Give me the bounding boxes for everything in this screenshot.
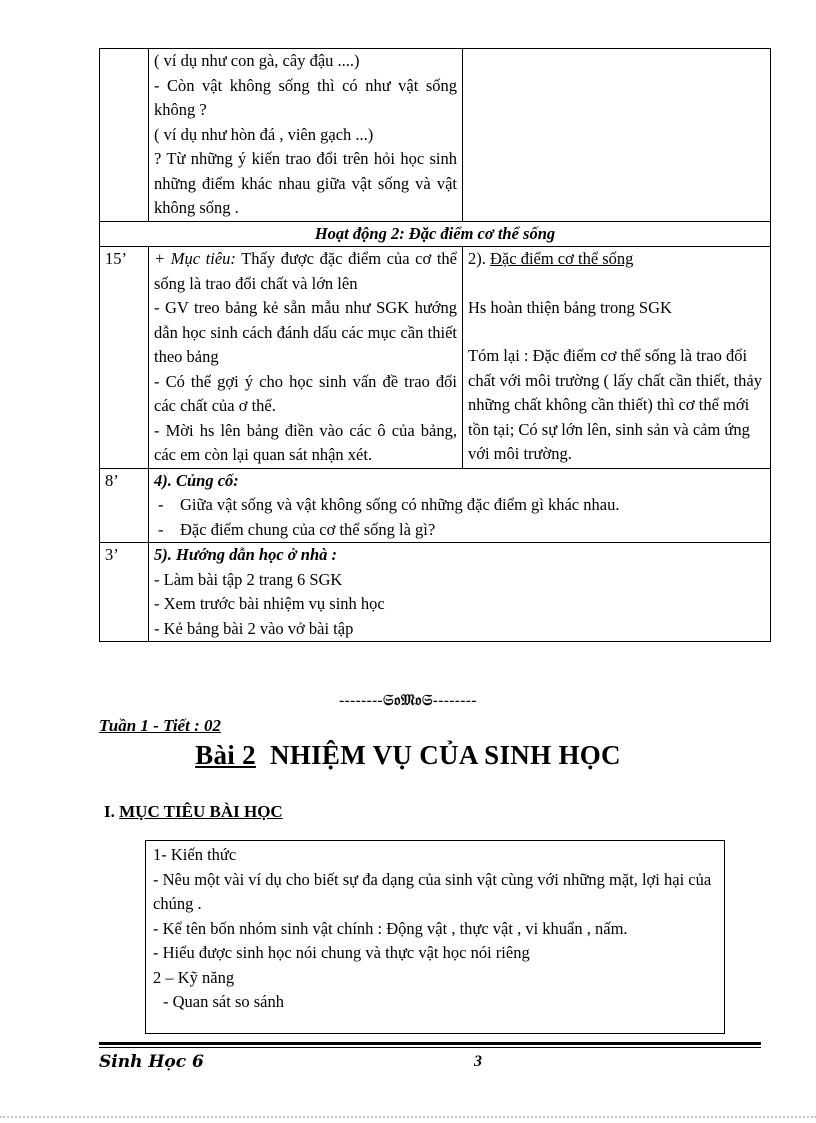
lesson-number: Bài 2 [195,740,256,770]
objective-text: Thấy được đặc điểm của cơ thể sống là trao đổi chất và lớn lên [154,249,457,293]
section-separator: --------𝔖𝔬𝔐𝔬𝔖-------- [339,693,477,709]
content-summary: Tóm lại : Đặc điểm cơ thể sống là trao đổi chất với môi trường ( lấy chất cần thiết, thảy những chất không cần thiết) thì cơ thể mới tồn tại; Có sự lớn lên, sinh sản và cảm ứng với môi trường. [468,346,762,463]
time-cell: 15’ [100,247,149,469]
activity-line: ? Từ những ý kiến trao đổi trên hỏi học sinh những điểm khác nhau giữa vật sống và vật không sống . [154,149,457,217]
footer-subject: Sinh Học 6 [99,1052,204,1072]
activity-line: - Mời hs lên bảng điền vào các ô của bảng, các em còn lại quan sát nhận xét. [154,420,457,464]
content-cell [463,247,771,469]
activity-2-header: Hoạt động 2: Đặc điểm cơ thể sống [100,221,771,247]
activity-line: - Có thể gợi ý cho học sinh vấn đề trao đổi các chất của ơ thể. [154,371,457,415]
time-cell: 3’ [100,543,149,642]
footer-rule [99,1047,761,1048]
lesson-title: NHIỆM VỤ CỦA SINH HỌC [270,740,621,770]
activity-line: - GV treo bảng kẻ sẵn mẫu như SGK hướng dẫn học sinh cách đánh dấu các mục cần thiết theo bảng [154,298,457,366]
list-item [154,518,765,543]
objective-item: 2 – Kỹ năng [153,967,235,987]
section-title: MỤC TIÊU BÀI HỌC [119,802,283,821]
table-row [100,221,771,247]
footer-rule [99,1042,761,1045]
content-heading-text: Đặc điểm cơ thể sống [490,249,634,268]
content-heading [468,247,765,272]
objective-item: - Kể tên bốn nhóm sinh vật chính : Động vật , thực vật , vi khuẩn , nấm. [153,918,628,938]
list-item: - Xem trước bài nhiệm vụ sinh học [154,594,385,613]
objective-item: 1- Kiến thức [153,845,237,864]
objective-item: - Quan sát so sánh [163,992,284,1011]
page-edge-dots [0,1116,816,1120]
bullet-text: Đặc điểm chung của cơ thể sống là gì? [180,519,436,539]
table-row [100,247,771,469]
time-cell [100,49,149,222]
table-row [100,543,771,642]
activity-line: ( ví dụ như con gà, cây đậu ....) [154,51,360,70]
bullet-text: Giữa vật sống và vật không sống có những đặc điểm gì khác nhau. [180,495,620,514]
table-row [100,49,771,222]
dash: - [158,495,164,514]
spacer [468,320,765,344]
objectives-box [145,840,725,1034]
page-number: 3 [474,1053,482,1070]
dash: - [158,519,164,539]
content-line: Hs hoàn thiện bảng trong SGK [468,297,672,317]
content-cell [463,49,771,222]
review-heading: 4). Củng cố: [154,470,239,490]
review-cell [149,468,771,543]
list-item [154,493,765,518]
objective-item: - Hiểu được sinh học nói chung và thực vật học nói riêng [153,943,530,962]
spacer [468,272,765,296]
activity-line: ( ví dụ như hòn đá , viên gạch ...) [154,124,374,144]
activity-cell [149,49,463,222]
table-row [100,468,771,543]
time-cell: 8’ [100,468,149,543]
list-item: - Làm bài tập 2 trang 6 SGK [154,569,343,589]
list-item: - Kẻ bảng bài 2 vào vở bài tập [154,618,354,638]
activity-cell [149,247,463,469]
page-title [0,740,816,771]
section-heading [104,802,283,822]
objective-item: - Nêu một vài ví dụ cho biết sự đa dạng của sinh vật cùng với những mặt, lợi hại của chúng . [153,869,712,913]
homework-heading: 5). Hướng dẫn học ở nhà : [154,545,337,564]
content-heading-num: 2). [468,249,490,268]
objective-label: + Mục tiêu: [154,249,236,268]
homework-cell [149,543,771,642]
section-number: I. [104,802,120,821]
activity-line: - Còn vật không sống thì có như vật sống không ? [154,75,457,119]
lesson-table [99,48,771,642]
week-label: Tuần 1 - Tiết : 02 [99,716,221,735]
objective-line [154,247,457,296]
